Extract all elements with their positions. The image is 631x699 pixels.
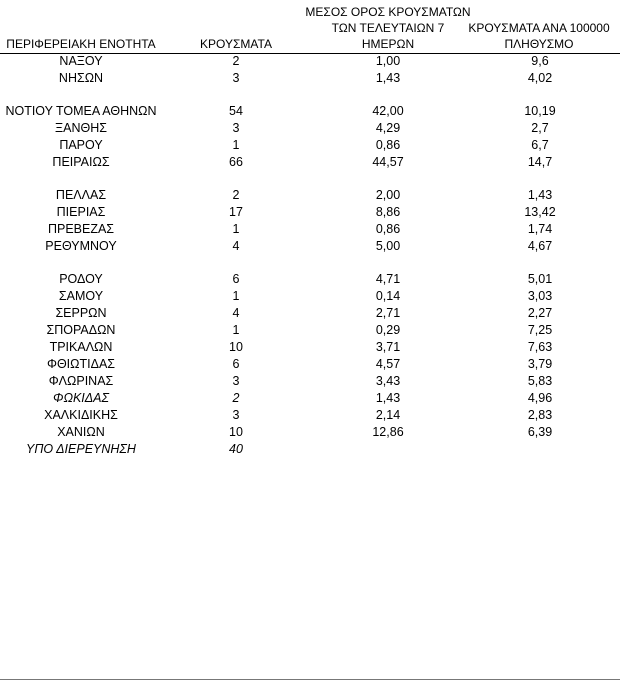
header-per-line-2: ΠΛΗΘΥΣΜΟ [504, 37, 574, 51]
table-row [0, 288, 631, 305]
cases-cell: 3 [232, 71, 240, 85]
table-row [0, 441, 631, 458]
cases-per-100000-cell: 2,7 [531, 121, 549, 135]
table-row [0, 339, 631, 356]
seven-day-average-cell: 1,00 [375, 54, 401, 68]
header-cases-label: ΚΡΟΥΣΜΑΤΑ [200, 37, 272, 51]
region-cell: ΡΟΔΟΥ [59, 272, 103, 286]
cases-per-100000-cell: 1,74 [527, 222, 553, 236]
cases-per-100000-cell: 7,63 [527, 340, 553, 354]
seven-day-average-cell: 42,00 [372, 104, 404, 118]
cases-per-100000-cell: 7,25 [527, 323, 553, 337]
region-cell: ΠΕΛΛΑΣ [55, 188, 107, 202]
seven-day-average-cell: 4,29 [375, 121, 401, 135]
cases-per-100000-cell: 1,43 [527, 188, 553, 202]
cases-cell: 1 [232, 222, 240, 236]
cases-per-100000-cell: 6,7 [531, 138, 549, 152]
cases-cell: 2 [232, 188, 240, 202]
table-row [0, 424, 631, 441]
seven-day-average-cell: 3,43 [375, 374, 401, 388]
cases-table-body [0, 53, 631, 458]
region-cell: ΞΑΝΘΗΣ [55, 121, 107, 135]
group-spacer [0, 255, 631, 271]
seven-day-average-cell: 5,00 [375, 239, 401, 253]
region-cell: ΝΟΤΙΟΥ ΤΟΜΕΑ ΑΘΗΝΩΝ [5, 104, 157, 118]
region-cell: ΝΗΣΩΝ [58, 71, 104, 85]
table-row [0, 70, 631, 87]
region-cell: ΤΡΙΚΑΛΩΝ [49, 340, 113, 354]
cases-cell: 3 [232, 121, 240, 135]
seven-day-average-cell: 8,86 [375, 205, 401, 219]
table-row [0, 322, 631, 339]
header-cases-per-100000 [456, 20, 622, 52]
region-cell: ΠΙΕΡΙΑΣ [56, 205, 106, 219]
region-cell: ΡΕΘΥΜΝΟΥ [45, 239, 117, 253]
table-row [0, 137, 631, 154]
seven-day-average-cell: 0,86 [375, 222, 401, 236]
cases-cell: 1 [232, 323, 240, 337]
cases-cell: 1 [232, 138, 240, 152]
header-region-label: ΠΕΡΙΦΕΡΕΙΑΚΗ ΕΝΟΤΗΤΑ [6, 37, 156, 51]
cases-per-100000-cell: 4,67 [527, 239, 553, 253]
seven-day-average-cell: 0,29 [375, 323, 401, 337]
cases-per-100000-cell: 2,83 [527, 408, 553, 422]
table-row [0, 356, 631, 373]
seven-day-average-cell: 44,57 [372, 155, 404, 169]
table-row [0, 120, 631, 137]
table-row [0, 305, 631, 322]
cases-cell: 17 [229, 205, 243, 219]
seven-day-average-cell: 3,71 [375, 340, 401, 354]
seven-day-average-cell: 2,14 [375, 408, 401, 422]
cases-per-100000-cell: 10,19 [524, 104, 556, 118]
header-per-line-1: ΚΡΟΥΣΜΑΤΑ ΑΝΑ 100000 [468, 21, 610, 35]
cases-cell: 3 [232, 408, 240, 422]
table-row [0, 373, 631, 390]
table-row [0, 103, 631, 120]
region-cell: ΥΠΟ ΔΙΕΡΕΥΝΗΣΗ [26, 442, 136, 456]
cases-cell: 1 [232, 289, 240, 303]
region-cell: ΦΩΚΙΔΑΣ [53, 391, 109, 405]
seven-day-average-cell: 2,71 [375, 306, 401, 320]
header-region [0, 36, 162, 52]
cases-per-100000-cell: 4,96 [527, 391, 553, 405]
cases-cell: 66 [229, 155, 243, 169]
cases-cell: 40 [229, 442, 243, 456]
cases-cell: 6 [232, 357, 240, 371]
table-row [0, 221, 631, 238]
header-avg-line-2: ΤΩΝ ΤΕΛΕΥΤΑΙΩΝ 7 [331, 21, 445, 35]
seven-day-average-cell: 1,43 [375, 71, 401, 85]
cases-per-100000-cell: 2,27 [527, 306, 553, 320]
seven-day-average-cell: 4,57 [375, 357, 401, 371]
table-row [0, 154, 631, 171]
cases-per-100000-cell: 3,03 [527, 289, 553, 303]
seven-day-average-cell: 1,43 [375, 391, 401, 405]
cases-cell: 2 [232, 54, 240, 68]
cases-cell: 10 [229, 340, 243, 354]
seven-day-average-cell: 0,86 [375, 138, 401, 152]
table-row [0, 271, 631, 288]
seven-day-average-cell: 2,00 [375, 188, 401, 202]
cases-cell: 3 [232, 374, 240, 388]
region-cell: ΦΘΙΩΤΙΔΑΣ [46, 357, 116, 371]
cases-per-100000-cell: 9,6 [531, 54, 549, 68]
table-row [0, 53, 631, 70]
cases-cell: 54 [229, 104, 243, 118]
region-cell: ΣΠΟΡΑΔΩΝ [46, 323, 116, 337]
cases-cell: 2 [232, 391, 240, 405]
header-avg-line-3: ΗΜΕΡΩΝ [361, 37, 415, 51]
seven-day-average-cell: 0,14 [375, 289, 401, 303]
region-cell: ΠΕΙΡΑΙΩΣ [52, 155, 110, 169]
cases-per-100000-cell: 5,01 [527, 272, 553, 286]
region-cell: ΣΑΜΟΥ [58, 289, 104, 303]
cases-per-100000-cell: 5,83 [527, 374, 553, 388]
table-row [0, 187, 631, 204]
header-seven-day-average [300, 4, 476, 52]
cases-cell: 6 [232, 272, 240, 286]
cases-per-100000-cell: 14,7 [527, 155, 553, 169]
table-row [0, 390, 631, 407]
table-row [0, 238, 631, 255]
header-avg-line-1: ΜΕΣΟΣ ΟΡΟΣ ΚΡΟΥΣΜΑΤΩΝ [305, 5, 471, 19]
cases-cell: 10 [229, 425, 243, 439]
cases-per-100000-cell: 4,02 [527, 71, 553, 85]
cases-per-100000-cell: 3,79 [527, 357, 553, 371]
seven-day-average-cell: 12,86 [372, 425, 404, 439]
table-row [0, 204, 631, 221]
header-cases [186, 36, 286, 52]
cases-cell: 4 [232, 239, 240, 253]
region-cell: ΦΛΩΡΙΝΑΣ [48, 374, 114, 388]
bottom-divider [0, 679, 620, 680]
cases-per-100000-cell: 13,42 [524, 205, 556, 219]
cases-per-100000-cell: 6,39 [527, 425, 553, 439]
region-cell: ΠΡΕΒΕΖΑΣ [47, 222, 115, 236]
region-cell: ΝΑΞΟΥ [59, 54, 103, 68]
region-cell: ΠΑΡΟΥ [59, 138, 103, 152]
group-spacer [0, 87, 631, 103]
region-cell: ΣΕΡΡΩΝ [55, 306, 107, 320]
group-spacer [0, 171, 631, 187]
table-row [0, 407, 631, 424]
seven-day-average-cell: 4,71 [375, 272, 401, 286]
cases-cell: 4 [232, 306, 240, 320]
region-cell: ΧΑΛΚΙΔΙΚΗΣ [44, 408, 118, 422]
region-cell: ΧΑΝΙΩΝ [57, 425, 105, 439]
